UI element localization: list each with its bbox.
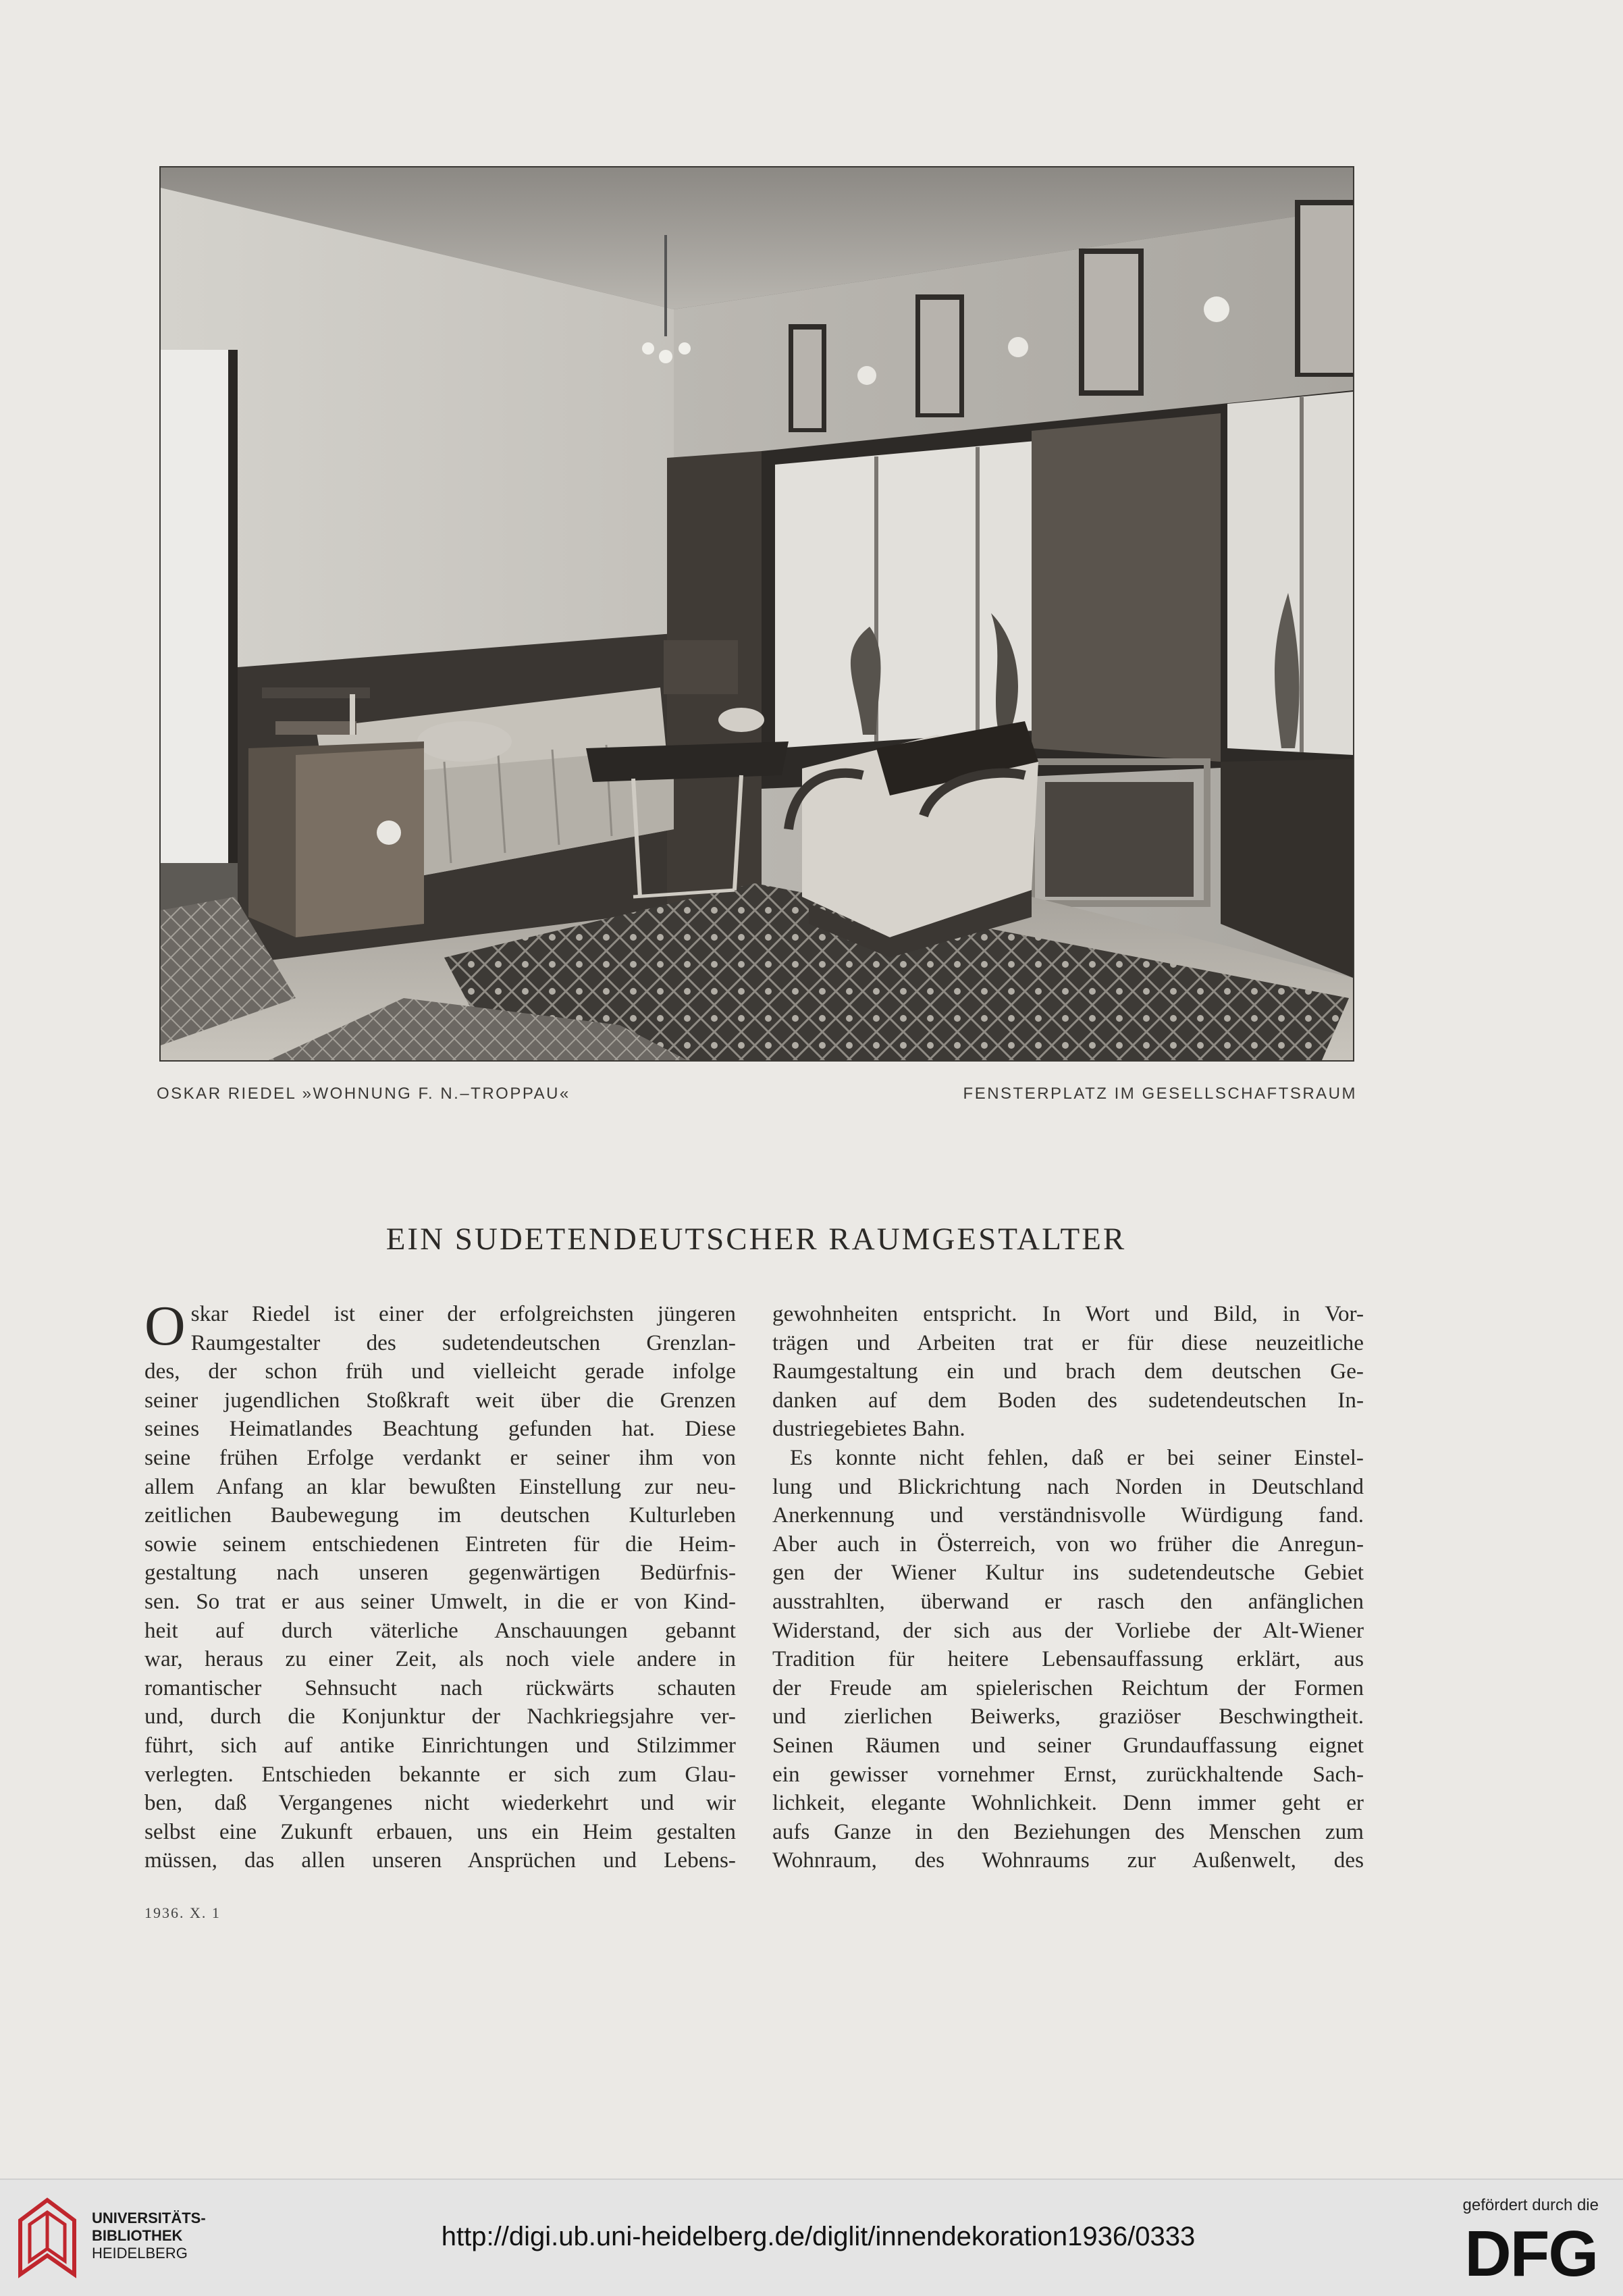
funding-note: gefördert durch die bbox=[1462, 2196, 1599, 2214]
interior-photograph bbox=[161, 167, 1353, 1060]
library-name-line: BIBLIOTHEK bbox=[92, 2227, 183, 2244]
text-line: lung und Blickrichtung nach Norden in Deutschland bbox=[772, 1473, 1364, 1499]
text-line: ein gewisser vornehmer Ernst, zurückhaltende Sach- bbox=[772, 1761, 1364, 1787]
paragraph bbox=[772, 1300, 1364, 1444]
text-line: trägen und Arbeiten trat er für diese neuzeitliche bbox=[772, 1330, 1364, 1355]
text-line: Aber auch in Österreich, von wo früher die Anregun- bbox=[772, 1531, 1364, 1557]
text-line: ben, daß Vergangenes nicht wiederkehrt und wir bbox=[144, 1790, 736, 1816]
paragraph bbox=[772, 1444, 1364, 1875]
photo-caption-right: FENSTERPLATZ IM GESELLSCHAFTSRAUM bbox=[963, 1085, 1357, 1103]
text-line: der Freude am spielerischen Reichtum der Formen bbox=[772, 1675, 1364, 1700]
text-line: sen. So trat er aus seiner Umwelt, in die er von Kind- bbox=[144, 1588, 736, 1614]
text-line: seine frühen Erfolge verdankt er seiner ihm von bbox=[144, 1444, 736, 1470]
text-line: Raumgestalter des sudetendeutschen Grenzlan- bbox=[190, 1330, 736, 1355]
text-line: seiner jugendlichen Stoßkraft weit über die Grenzen bbox=[144, 1387, 736, 1413]
dfg-logo: DFG bbox=[1464, 2218, 1597, 2290]
text-line: Tradition für heitere Lebensauffassung erklärt, aus bbox=[772, 1646, 1364, 1672]
text-line: sowie seinem entschiedenen Eintreten für die Heim- bbox=[144, 1531, 736, 1557]
text-line: müssen, das allen unseren Ansprüchen und Lebens- bbox=[144, 1848, 736, 1873]
text-line: gen der Wiener Kultur ins sudetendeutsche Gebiet bbox=[772, 1560, 1364, 1586]
text-line: dustriegebietes Bahn. bbox=[772, 1416, 965, 1442]
text-line: des, der schon früh und vielleicht gerade infolge bbox=[144, 1359, 736, 1384]
text-line: und, durch die Konjunktur der Nachkriegsjahre ver- bbox=[144, 1704, 736, 1729]
text-line: gewohnheiten entspricht. In Wort und Bild, in Vor- bbox=[772, 1301, 1364, 1326]
text-line: heit auf durch väterliche Anschauungen gebannt bbox=[144, 1617, 736, 1643]
text-line: Anerkennung und verständnisvolle Würdigung fand. bbox=[772, 1503, 1364, 1528]
text-line: Seinen Räumen und seiner Grundauffassung eignet bbox=[772, 1732, 1364, 1758]
source-url-link[interactable]: http://digi.ub.uni-heidelberg.de/diglit/innendekoration1936/0333 bbox=[441, 2222, 1196, 2251]
text-column-right bbox=[772, 1300, 1364, 1875]
text-line: Wohnraum, des Wohnraums zur Außenwelt, des bbox=[772, 1848, 1364, 1873]
text-line: skar Riedel ist einer der erfolgreichsten jüngeren bbox=[190, 1301, 736, 1326]
text-column-left bbox=[144, 1295, 736, 1875]
text-line: führt, sich auf antike Einrichtungen und Stilzimmer bbox=[144, 1732, 736, 1758]
text-line: seines Heimatlandes Beachtung gefunden hat. Diese bbox=[144, 1416, 736, 1442]
page-folio: 1936. X. 1 bbox=[144, 1904, 221, 1921]
text-line: selbst eine Zukunft erbauen, uns ein Heim gestalten bbox=[144, 1819, 736, 1844]
text-line: Widerstand, der sich aus der Vorliebe der Alt-Wiener bbox=[772, 1617, 1364, 1643]
digitization-footer bbox=[0, 2178, 1623, 2296]
library-name-line: HEIDELBERG bbox=[92, 2245, 188, 2262]
text-line: und zierlichen Beiwerks, graziöser Beschwingtheit. bbox=[772, 1704, 1364, 1729]
text-line: danken auf dem Boden des sudetendeutschen In- bbox=[772, 1387, 1364, 1413]
drop-cap: O bbox=[144, 1295, 186, 1357]
text-line: allem Anfang an klar bewußten Einstellung zur neu- bbox=[144, 1473, 736, 1499]
text-line: Es konnte nicht fehlen, daß er bei seiner Einstel- bbox=[790, 1444, 1364, 1470]
text-line: verlegten. Entschieden bekannte er sich zum Glau- bbox=[144, 1761, 736, 1787]
library-name-line: UNIVERSITÄTS- bbox=[92, 2210, 206, 2226]
text-line: ausstrahlten, überwand er rasch den anfänglichen bbox=[772, 1588, 1364, 1614]
article-title: EIN SUDETENDEUTSCHER RAUMGESTALTER bbox=[385, 1222, 1127, 1257]
paragraph bbox=[144, 1295, 736, 1875]
text-line: lichkeit, elegante Wohnlichkeit. Denn immer geht er bbox=[772, 1790, 1364, 1816]
text-line: gestaltung nach unseren gegenwärtigen Bedürfnis- bbox=[144, 1560, 736, 1586]
text-line: zeitlichen Baubewegung im deutschen Kulturleben bbox=[144, 1503, 736, 1528]
text-line: aufs Ganze in den Beziehungen des Menschen zum bbox=[772, 1819, 1364, 1844]
photo-caption-left: OSKAR RIEDEL »WOHNUNG F. N.–TROPPAU« bbox=[157, 1085, 570, 1103]
text-line: Raumgestaltung ein und brach dem deutschen Ge- bbox=[772, 1359, 1364, 1384]
text-line: war, heraus zu einer Zeit, als noch viele andere in bbox=[144, 1646, 736, 1672]
text-line: romantischer Sehnsucht nach rückwärts schauten bbox=[144, 1675, 736, 1700]
